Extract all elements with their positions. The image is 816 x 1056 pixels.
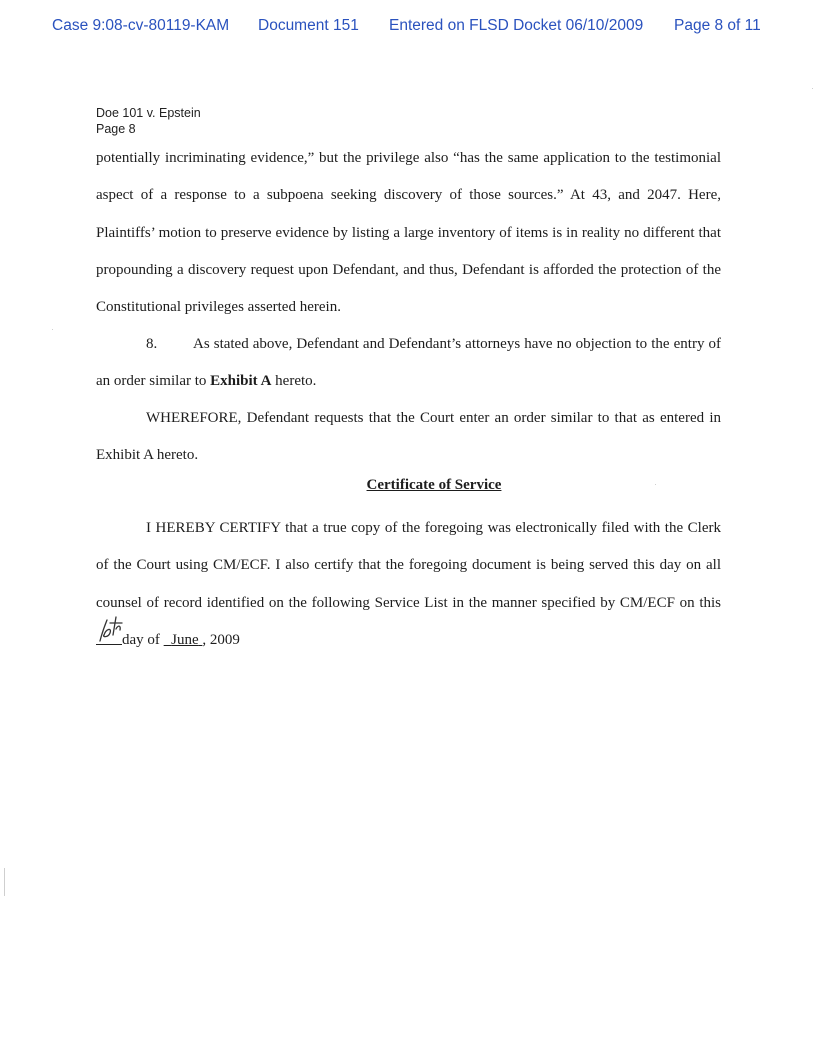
- paragraph-text: potentially incriminating evidence,” but the privilege also “has the same application to the testimonial aspect of a response to a subpoena seeking discovery of those sources.” At 43, and 2047. Here, Plaintiffs’ motion to preserve evidence by listing a large inventory of items is in reality no different that propounding a discovery request upon Defendant, and thus, Defendant is afforded the protection of the Constitutional privileges asserted herein.: [96, 150, 721, 316]
- running-head: [96, 105, 201, 137]
- paragraph-text: WHEREFORE, Defendant requests that the Court enter an order similar to that as entered in Exhibit A hereto.: [96, 410, 721, 464]
- exhibit-reference: Exhibit A: [210, 373, 272, 390]
- month-blank: June: [171, 631, 199, 648]
- day-of-text: day of: [122, 631, 160, 648]
- scan-speck: [52, 329, 53, 330]
- case-caption: Doe 101 v. Epstein: [96, 106, 201, 120]
- paragraph-privilege: [96, 140, 721, 326]
- certificate-heading: Certificate of Service: [366, 477, 502, 493]
- scan-speck: [4, 868, 5, 896]
- paragraph-wherefore: [96, 400, 721, 475]
- paragraph-text-end: hereto.: [275, 373, 317, 390]
- paragraph-number: 8.: [146, 336, 158, 352]
- case-number: Case 9:08-cv-80119-KAM: [52, 17, 230, 34]
- page-label: Page 8: [96, 122, 136, 136]
- day-blank: [96, 630, 122, 645]
- court-filing-header: [52, 17, 772, 39]
- year-text: , 2009: [202, 631, 240, 648]
- page-count: Page 8 of 11: [674, 17, 761, 34]
- docket-entry-date: Entered on FLSD Docket 06/10/2009: [389, 17, 644, 34]
- certificate-body: [96, 510, 721, 659]
- scan-speck: [655, 484, 656, 485]
- scan-speck: [812, 88, 813, 89]
- certificate-text: I HEREBY CERTIFY that a true copy of the foregoing was electronically filed with the Clerk of the Court using CM/ECF. I also certify that the foregoing document is being served this day on all counsel of record identified on the following Service List in the manner specified by CM/ECF on this: [96, 520, 721, 611]
- document-number: Document 151: [258, 17, 359, 34]
- handwritten-day-mark: [96, 615, 126, 643]
- paragraph-text: As stated above, Defendant and Defendant’s attorneys have no objection to the entry of an order similar to: [96, 336, 721, 390]
- paragraph-8: [96, 326, 721, 401]
